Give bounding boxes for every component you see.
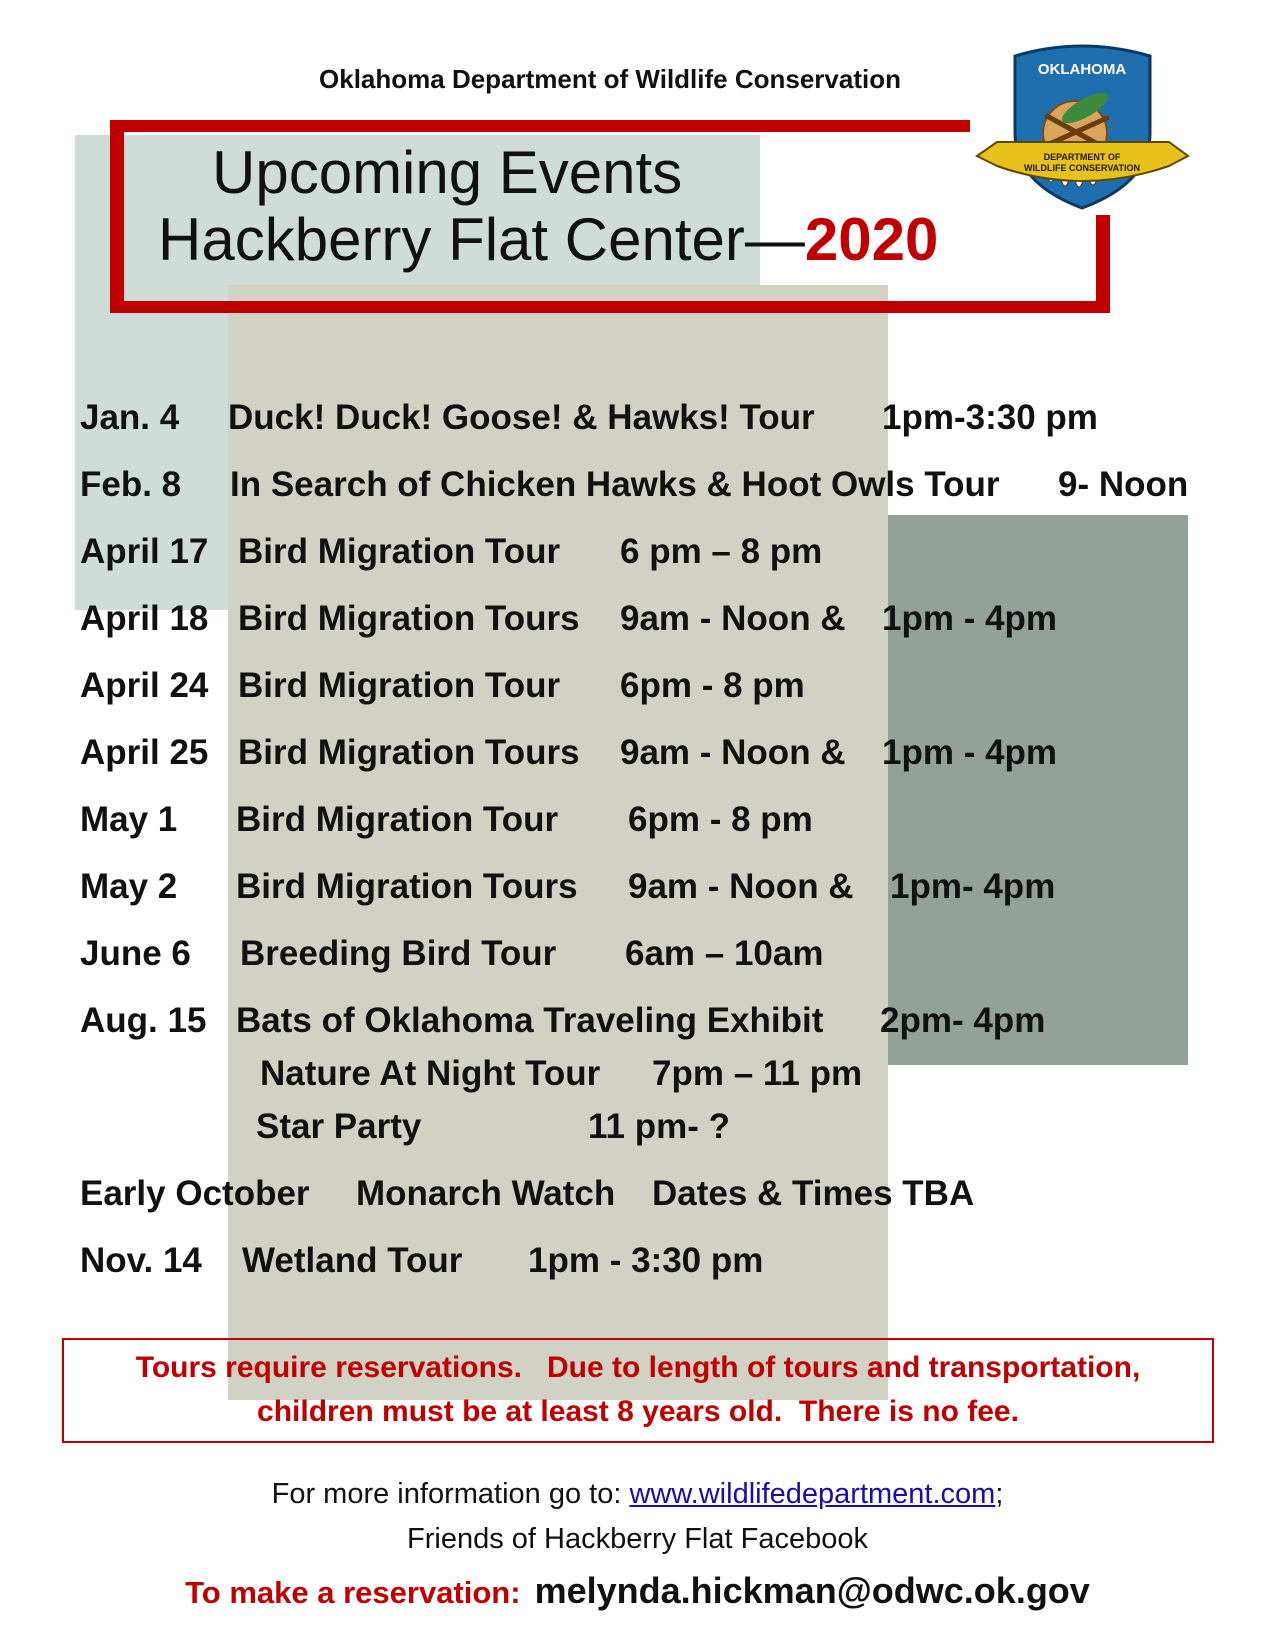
event-time-2: 1pm- 4pm <box>890 867 1056 906</box>
event-name: Bird Migration Tour <box>238 666 561 705</box>
event-date: April 18 <box>80 599 209 638</box>
notice-line-2: children must be at least 8 years old. There is no fee. <box>257 1395 1019 1428</box>
notice-line-1: Tours require reservations. Due to length of tours and transportation, <box>135 1351 1141 1384</box>
event-name: Nature At Night Tour <box>260 1054 601 1093</box>
event-date: Early October <box>80 1174 310 1213</box>
event-time: 6pm - 8 pm <box>628 800 813 839</box>
event-name: Bats of Oklahoma Traveling Exhibit <box>236 1001 824 1040</box>
event-time: 9am - Noon & <box>628 867 854 906</box>
background-block-gray <box>888 515 1188 1065</box>
title-frame-bottom <box>110 301 1110 313</box>
facebook-line: Friends of Hackberry Flat Facebook <box>407 1523 868 1555</box>
event-time: 6am – 10am <box>625 934 824 973</box>
logo-top-text: OKLAHOMA <box>1037 61 1127 78</box>
event-name: Bird Migration Tour <box>238 532 561 571</box>
title-line-2 <box>158 205 938 274</box>
event-time-2: 1pm - 4pm <box>882 733 1058 772</box>
more-info-suffix: ; <box>995 1478 1004 1510</box>
event-time: 1pm - 3:30 pm <box>528 1241 764 1280</box>
event-time: 7pm – 11 pm <box>652 1054 863 1093</box>
title-year: 2020 <box>804 206 939 273</box>
event-time: 9- Noon <box>1058 465 1189 504</box>
event-date: June 6 <box>80 934 191 973</box>
event-time: 11 pm- ? <box>588 1107 730 1146</box>
organization-name: Oklahoma Department of Wildlife Conservation <box>319 64 901 94</box>
event-name: Bird Migration Tours <box>238 599 580 638</box>
event-name: Bird Migration Tours <box>238 733 580 772</box>
website-link[interactable]: www.wildlifedepartment.com <box>629 1478 996 1510</box>
event-name: Bird Migration Tours <box>236 867 578 906</box>
logo-banner-line-1: DEPARTMENT OF <box>1043 152 1121 162</box>
logo-banner-line-2: WILDLIFE CONSERVATION <box>1024 163 1140 173</box>
event-date: Aug. 15 <box>80 1001 207 1040</box>
event-date: April 25 <box>80 733 209 772</box>
event-date: Feb. 8 <box>80 465 182 504</box>
event-time: 9am - Noon & <box>620 733 846 772</box>
event-name: In Search of Chicken Hawks & Hoot Owls Tour <box>230 465 1000 504</box>
title-frame-left <box>110 120 124 313</box>
event-time: 1pm-3:30 pm <box>882 398 1098 437</box>
title-center-name: Hackberry Flat Center— <box>158 206 805 273</box>
event-date: May 2 <box>80 867 178 906</box>
event-date: April 17 <box>80 532 209 571</box>
reservation-notice <box>62 1338 1214 1443</box>
event-name: Duck! Duck! Goose! & Hawks! Tour <box>228 398 815 437</box>
title-line-1: Upcoming Events <box>212 139 683 206</box>
event-time: 6pm - 8 pm <box>620 666 805 705</box>
reservation-line <box>0 1570 1275 1612</box>
event-date: Jan. 4 <box>80 398 180 437</box>
event-date: May 1 <box>80 800 178 839</box>
event-time: 6 pm – 8 pm <box>620 532 823 571</box>
event-time: 2pm- 4pm <box>880 1001 1046 1040</box>
event-time-2: 1pm - 4pm <box>882 599 1058 638</box>
event-name: Monarch Watch <box>356 1174 616 1213</box>
event-name: Wetland Tour <box>242 1241 463 1280</box>
more-info-prefix: For more information go to: <box>271 1478 630 1510</box>
reservation-label: To make a reservation: <box>185 1575 521 1610</box>
event-date: April 24 <box>80 666 209 705</box>
event-name: Star Party <box>256 1107 422 1146</box>
event-name: Breeding Bird Tour <box>240 934 557 973</box>
more-info-line <box>0 1478 1275 1511</box>
event-date: Nov. 14 <box>80 1241 202 1280</box>
reservation-email: melynda.hickman@odwc.ok.gov <box>534 1570 1090 1611</box>
background-block-tan <box>228 285 888 1400</box>
title-frame-right <box>1096 215 1110 313</box>
event-time: Dates & Times TBA <box>652 1174 975 1213</box>
title-frame-top <box>110 120 970 132</box>
event-name: Bird Migration Tour <box>236 800 559 839</box>
odwc-logo-icon <box>975 38 1190 213</box>
event-time: 9am - Noon & <box>620 599 846 638</box>
